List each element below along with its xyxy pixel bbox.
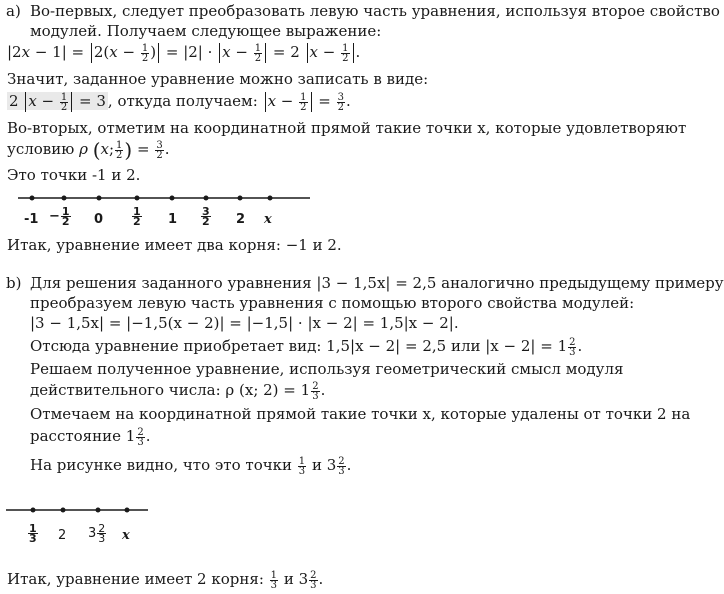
point-x: [268, 196, 273, 201]
part-a-line8: Это точки -1 и 2.: [7, 166, 141, 184]
point-3-two-thirds: [96, 508, 101, 513]
part-b-line1: Для решения заданного уравнения |3 − 1,5x| = 2,5 аналогично предыдущему примеру: [30, 274, 724, 292]
part-b-line3: |3 − 1,5x| = |−1,5(x − 2)| = |−1,5| · |x − 2| = 1,5|x − 2|.: [30, 314, 459, 332]
part-b-conclusion: Итак, уравнение имеет 2 корня: $\frac{1}{3}$ и 3 $\frac{2}{3}$ .: [7, 569, 324, 591]
part-a-line2: модулей. Получаем следующее выражение:: [30, 22, 382, 40]
axis-b-label-3-two-thirds: 3 $\frac{2}{3}$: [88, 522, 106, 545]
part-a-line7: условию ρ (x; $\frac{1}{2}$ ) = $\frac{3}{2}$ .: [7, 138, 170, 162]
point-minus-half: [62, 196, 67, 201]
axis-a-label-2: 2: [236, 212, 246, 227]
part-b-line5: Решаем полученное уравнение, используя геометрический смысл модуля: [30, 360, 624, 378]
part-a-line7-prefix: условию: [7, 140, 75, 158]
part-b-line6-prefix: действительного числа: ρ (x; 2) = 1: [30, 381, 311, 399]
axis-a-label-1: 1: [168, 212, 178, 227]
point-3-halves: [204, 196, 209, 201]
number-line-b: [0, 502, 606, 522]
part-b-line8: расстояние 1 $\frac{2}{3}$ .: [30, 426, 151, 448]
part-b-line2: преобразуем левую часть уравнения с помощью второго свойства модулей:: [30, 294, 635, 312]
axis-a-label-x: x: [264, 212, 272, 227]
point-x: [125, 508, 130, 513]
part-b-line9-mid: и 3: [311, 456, 337, 474]
part-b-line9-prefix: На рисунке видно, что это точки: [30, 456, 293, 474]
part-a-conclusion: Итак, уравнение имеет два корня: −1 и 2.: [7, 236, 342, 254]
axis-b-label-2: 2: [58, 528, 67, 543]
axis-a-label-half: $\frac{1}{2}$: [133, 205, 141, 228]
part-a-line1: Во-первых, следует преобразовать левую часть уравнения, используя второе свойство: [30, 2, 720, 20]
part-a-line4: Значит, заданное уравнение можно записать в виде:: [7, 70, 429, 88]
part-b-line9: На рисунке видно, что это точки $\frac{1}{3}$ и 3 $\frac{2}{3}$ .: [30, 455, 352, 477]
part-b-line7: Отмечаем на координатной прямой такие точки x, которые удалены от точки 2 на: [30, 405, 691, 423]
part-b-line8-prefix: расстояние 1: [30, 427, 136, 445]
point-2: [61, 508, 66, 513]
axis-a-label-0: 0: [94, 212, 104, 227]
part-b-marker: b): [6, 274, 22, 292]
part-a-eq2-text: , откуда получаем:: [107, 92, 258, 110]
part-b-line6: действительного числа: ρ (x; 2) = 1 $\frac{2}{3}$ .: [30, 380, 326, 402]
part-a-equation-2: 2 x − $\frac{1}{2}$ = 3 , откуда получаем: x − $\frac{1}{2}$ = $\frac{3}{2}$ .: [9, 91, 351, 113]
point-1: [170, 196, 175, 201]
axis-a-label-3-halves: $\frac{3}{2}$: [202, 205, 210, 228]
axis-b-label-x: x: [122, 528, 130, 543]
point-half: [135, 196, 140, 201]
point-2: [238, 196, 243, 201]
part-b-line4: Отсюда уравнение приобретает вид: 1,5|x − 2| = 2,5 или |x − 2| = 1 $\frac{2}{3}$ .: [30, 336, 583, 358]
point-one-third: [31, 508, 36, 513]
part-a-marker: a): [6, 2, 21, 20]
part-b-conclusion-mid: и 3: [283, 570, 309, 588]
part-b-conclusion-prefix: Итак, уравнение имеет 2 корня:: [7, 570, 264, 588]
point-0: [97, 196, 102, 201]
axis-b-label-one-third: $\frac{1}{3}$: [29, 522, 37, 545]
axis-a-label-minus-1: -1: [24, 212, 39, 227]
part-a-line6: Во-вторых, отметим на координатной прямой такие точки x, которые удовлетворяют: [7, 119, 687, 137]
part-b-line4-prefix: Отсюда уравнение приобретает вид: 1,5|x − 2| = 2,5 или |x − 2| = 1: [30, 337, 568, 355]
part-a-equation-1: |2x − 1| = 2(x − $\frac{1}{2}$ ) = |2| · x − $\frac{1}{2}$ = 2 x − $\frac{1}{2}$ .: [7, 42, 361, 64]
axis-a-label-minus-half: − $\frac{1}{2}$: [49, 205, 70, 228]
point-minus-1: [30, 196, 35, 201]
number-line-a: [0, 190, 606, 210]
